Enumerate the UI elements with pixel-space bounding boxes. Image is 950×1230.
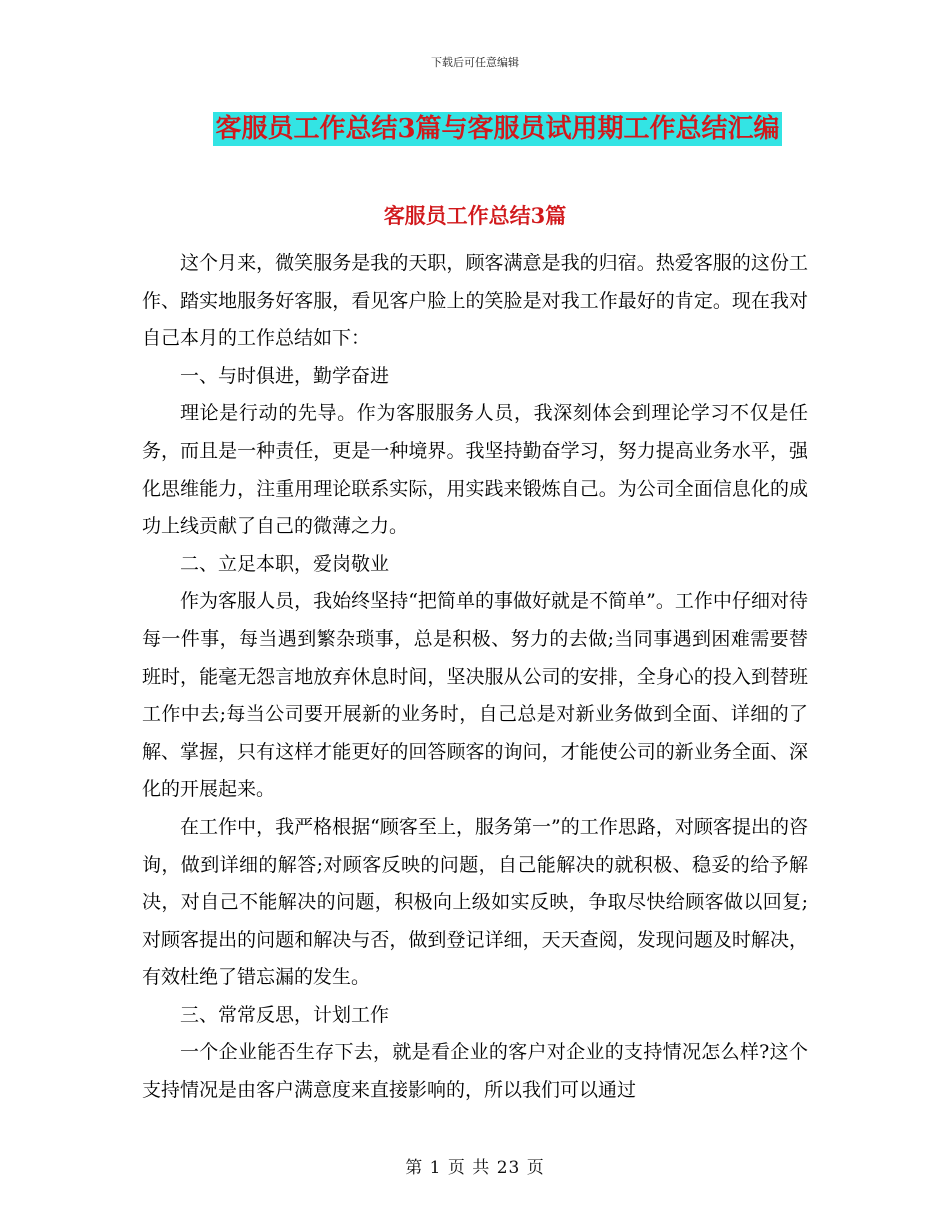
paragraph-1: 理论是行动的先导。作为客服服务人员，我深刻体会到理论学习不仅是任务，而且是一种责任，更是一种境界。我坚持勤奋学习，努力提高业务水平，强化思维能力，注重用理论联系实际，用实践来锻炼自己。为公司全面信息化的成功上线贡献了自己的微薄之力。 bbox=[142, 402, 808, 538]
heading-3: 三、常常反思，计划工作 bbox=[180, 1003, 390, 1026]
paragraph-intro: 这个月来，微笑服务是我的天职，顾客满意是我的归宿。热爱客服的这份工作、踏实地服务好客服，看见客户脸上的笑脸是对我工作最好的肯定。现在我对自己本月的工作总结如下： bbox=[142, 252, 808, 350]
heading-1: 一、与时俱进，勤学奋进 bbox=[180, 364, 390, 387]
heading-2: 二、立足本职，爱岗敬业 bbox=[180, 552, 390, 575]
paragraph-2a: 作为客服人员，我始终坚持“把简单的事做好就是不简单”。工作中仔细对待每一件事，每当遇到繁杂琐事，总是积极、努力的去做;当同事遇到困难需要替班时，能毫无怨言地放弃休息时间，坚决服从公司的安排，全身心的投入到替班工作中去;每当公司要开展新的业务时，自己总是对新业务做到全面、详细的了解、掌握，只有这样才能更好的回答顾客的询问，才能使公司的新业务全面、深化的开展起来。 bbox=[142, 590, 808, 801]
section-title: 客服员工作总结3篇 bbox=[383, 203, 567, 228]
page-footer: 第 1 页 共 23 页 bbox=[405, 1158, 545, 1178]
header-note: 下载后可任意编辑 bbox=[431, 56, 519, 69]
document-body bbox=[142, 245, 808, 1110]
paragraph-3: 一个企业能否生存下去，就是看企业的客户对企业的支持情况怎么样?这个支持情况是由客户满意度来直接影响的，所以我们可以通过 bbox=[142, 1041, 808, 1102]
paragraph-2b: 在工作中，我严格根据“顾客至上，服务第一”的工作思路，对顾客提出的咨询，做到详细的解答;对顾客反映的问题，自己能解决的就积极、稳妥的给予解决，对自己不能解决的问题，积极向上级如实反映，争取尽快给顾客做以回复;对顾客提出的问题和解决与否，做到登记详细，天天查阅，发现问题及时解决，有效杜绝了错忘漏的发生。 bbox=[142, 815, 808, 989]
main-title: 客服员工作总结3篇与客服员试用期工作总结汇编 bbox=[215, 114, 780, 144]
main-title-container bbox=[0, 112, 950, 146]
